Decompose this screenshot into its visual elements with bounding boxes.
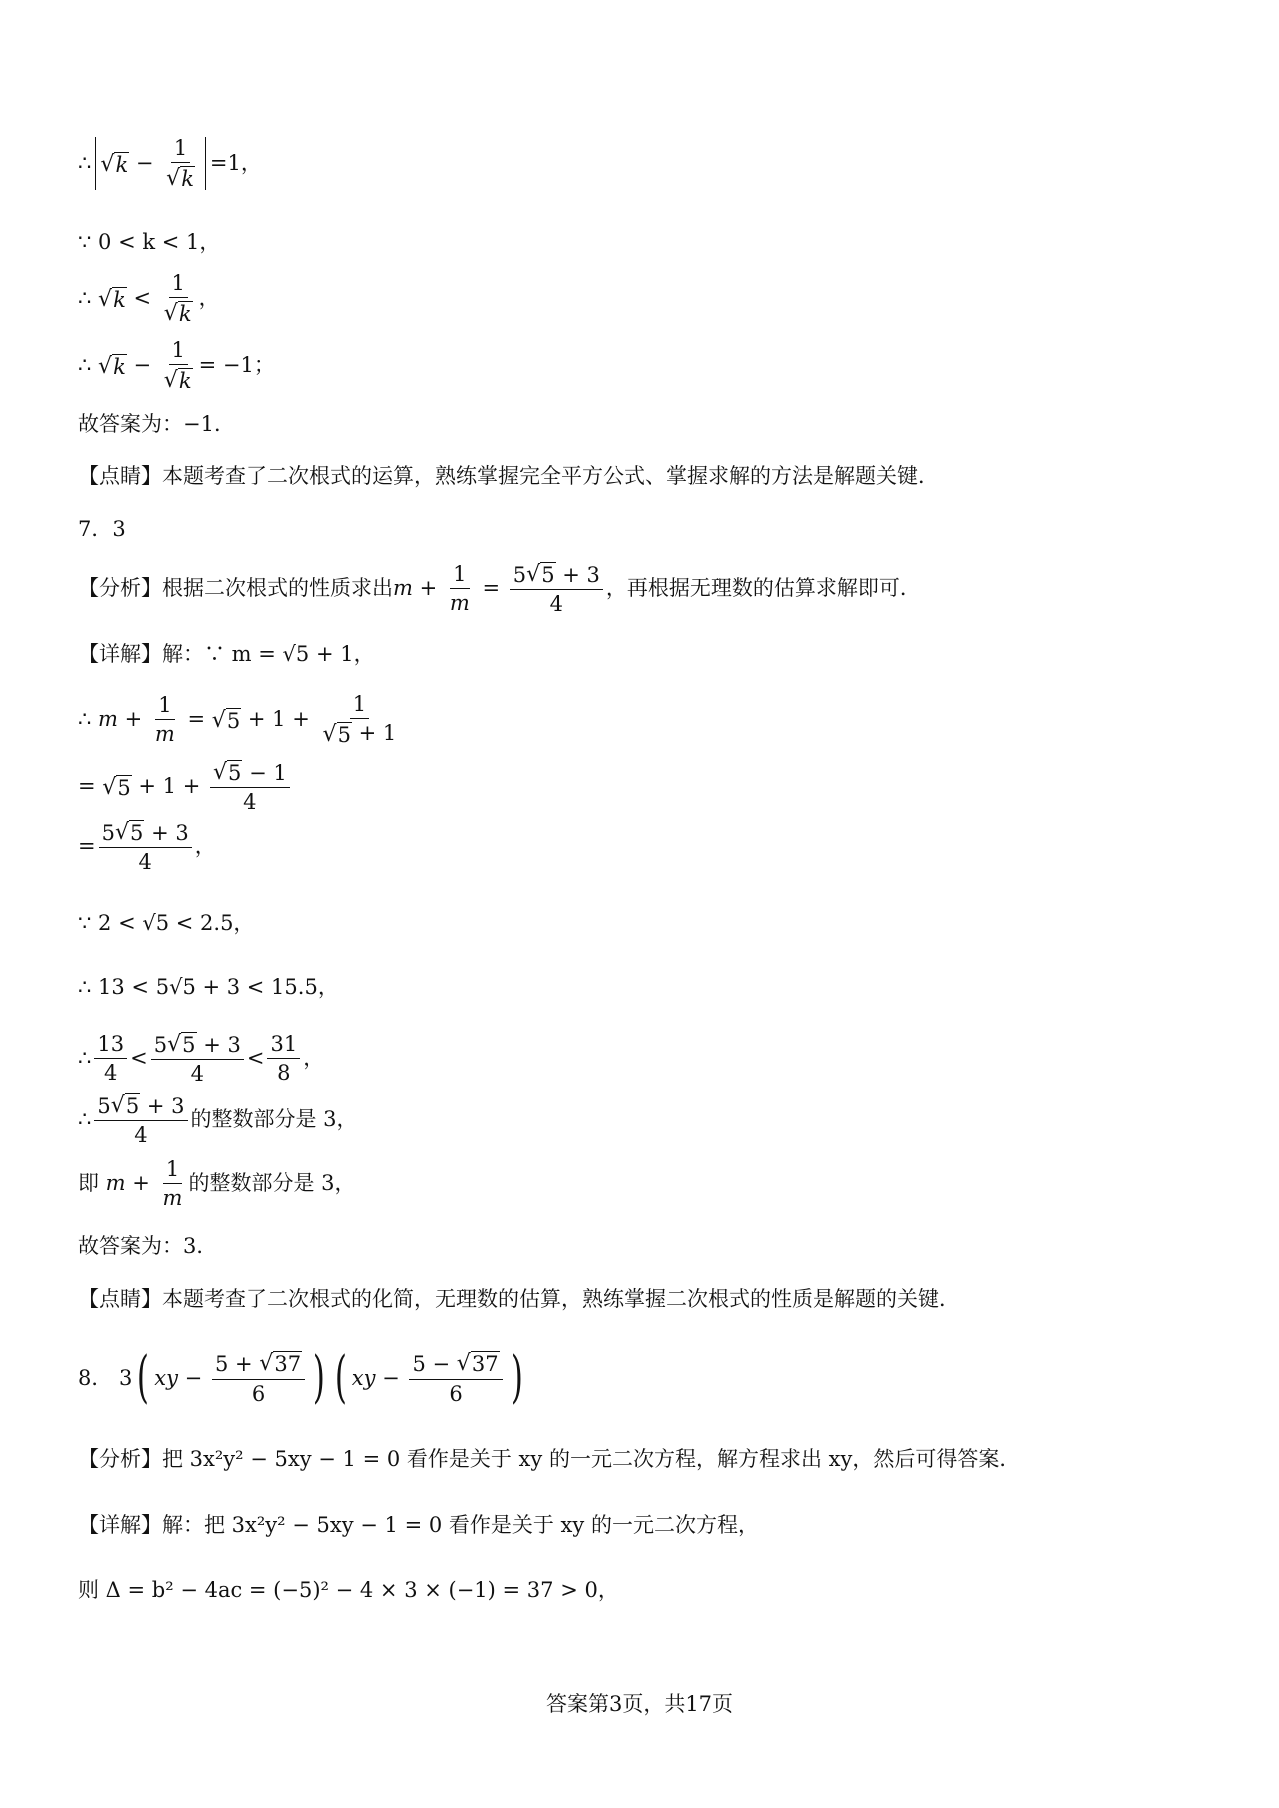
eq-line-18-end: 的整数部分是 3， [188,1171,356,1196]
answer-line-6: 故答案为：−1． [78,412,235,436]
analysis-line-7: 【分析】根据二次根式的性质求出 m + $\frac{1}{m}$ = 5 √ 5 + 3 4 ，再根据无理数的估算求解即可． [78,562,921,617]
detail-line-8: 【详解】解：把 3x²y² − 5xy − 1 = 0 看作是关于 xy 的一元二次方程， [78,1513,759,1537]
page-footer: 答案第3页，共17页 [545,1692,734,1716]
eq-line-17: ∴ 5 √ 5 + 3 4 的整数部分是 3， [78,1093,358,1148]
question-7-answer: 7．3 [78,517,126,541]
detail-line-7: 【详解】解：∵ m = √5 + 1， [78,642,375,666]
answer-line-7: 故答案为：3． [78,1234,218,1258]
eq-line-15: ∴ 13 < 5√5 + 3 < 15.5， [78,975,339,999]
therefore-symbol: ∴ [78,151,92,176]
analysis-pre: 【分析】根据二次根式的性质求出 [78,576,393,601]
comment-line-6: 【点睛】本题考查了二次根式的运算，熟练掌握完全平方公式、掌握求解的方法是解题关键． [78,464,939,488]
eq-line-2: ∵ 0 < k < 1， [78,230,221,254]
eq-line-12: = 5 √ 5 + 3 4 ， [78,820,216,875]
eq-line-14: ∵ 2 < √5 < 2.5， [78,911,255,935]
delta-line-8: 则 Δ = b² − 4ac = (−5)² − 4 × 3 × (−1) = 37 > 0， [78,1578,619,1602]
eq-line-10: ∴ m + $\frac{1}{m}$ = √ 5 + 1 + 1 √ 5 + 1 [78,692,397,748]
analysis-post: ，再根据无理数的估算求解即可． [605,576,921,601]
eq-line-17-end: 的整数部分是 3， [190,1107,358,1132]
eq-line-1 [78,137,262,190]
abs-expression: √ k − 1 √ k [95,137,206,190]
eq-line-3-end: ， [198,286,220,311]
eq-line-1-end: =1， [209,151,262,176]
eq-line-3: ∴ √ k < 1 √ k ， [78,271,220,327]
question-8-number: 8． [78,1365,113,1390]
analysis-line-8: 【分析】把 3x²y² − 5xy − 1 = 0 看作是关于 xy 的一元二次方程，解方程求出 xy，然后可得答案． [78,1447,1021,1471]
eq-line-4: ∴ √ k − 1 √ k = −1； [78,338,275,394]
eq-line-16: ∴ $\frac{13}{4}$ < 5 √ 5 + 3 4 < $\frac{31}{8}$ ， [78,1032,325,1087]
comment-line-7: 【点睛】本题考查了二次根式的化简，无理数的估算，熟练掌握二次根式的性质是解题的关键． [78,1287,960,1311]
eq-line-11: = √ 5 + 1 + √ 5 − 1 4 [78,760,293,813]
eq-line-18: 即 m + $\frac{1}{m}$ 的整数部分是 3， [78,1157,356,1211]
question-8-answer: 8． 3 ( xy − 5 + √ 37 6 ) ( xy − 5 − √ 37 6 ) [78,1345,523,1410]
eq-line-4-end: = −1； [198,353,275,378]
eq-line-18-pre: 即 [78,1171,99,1196]
